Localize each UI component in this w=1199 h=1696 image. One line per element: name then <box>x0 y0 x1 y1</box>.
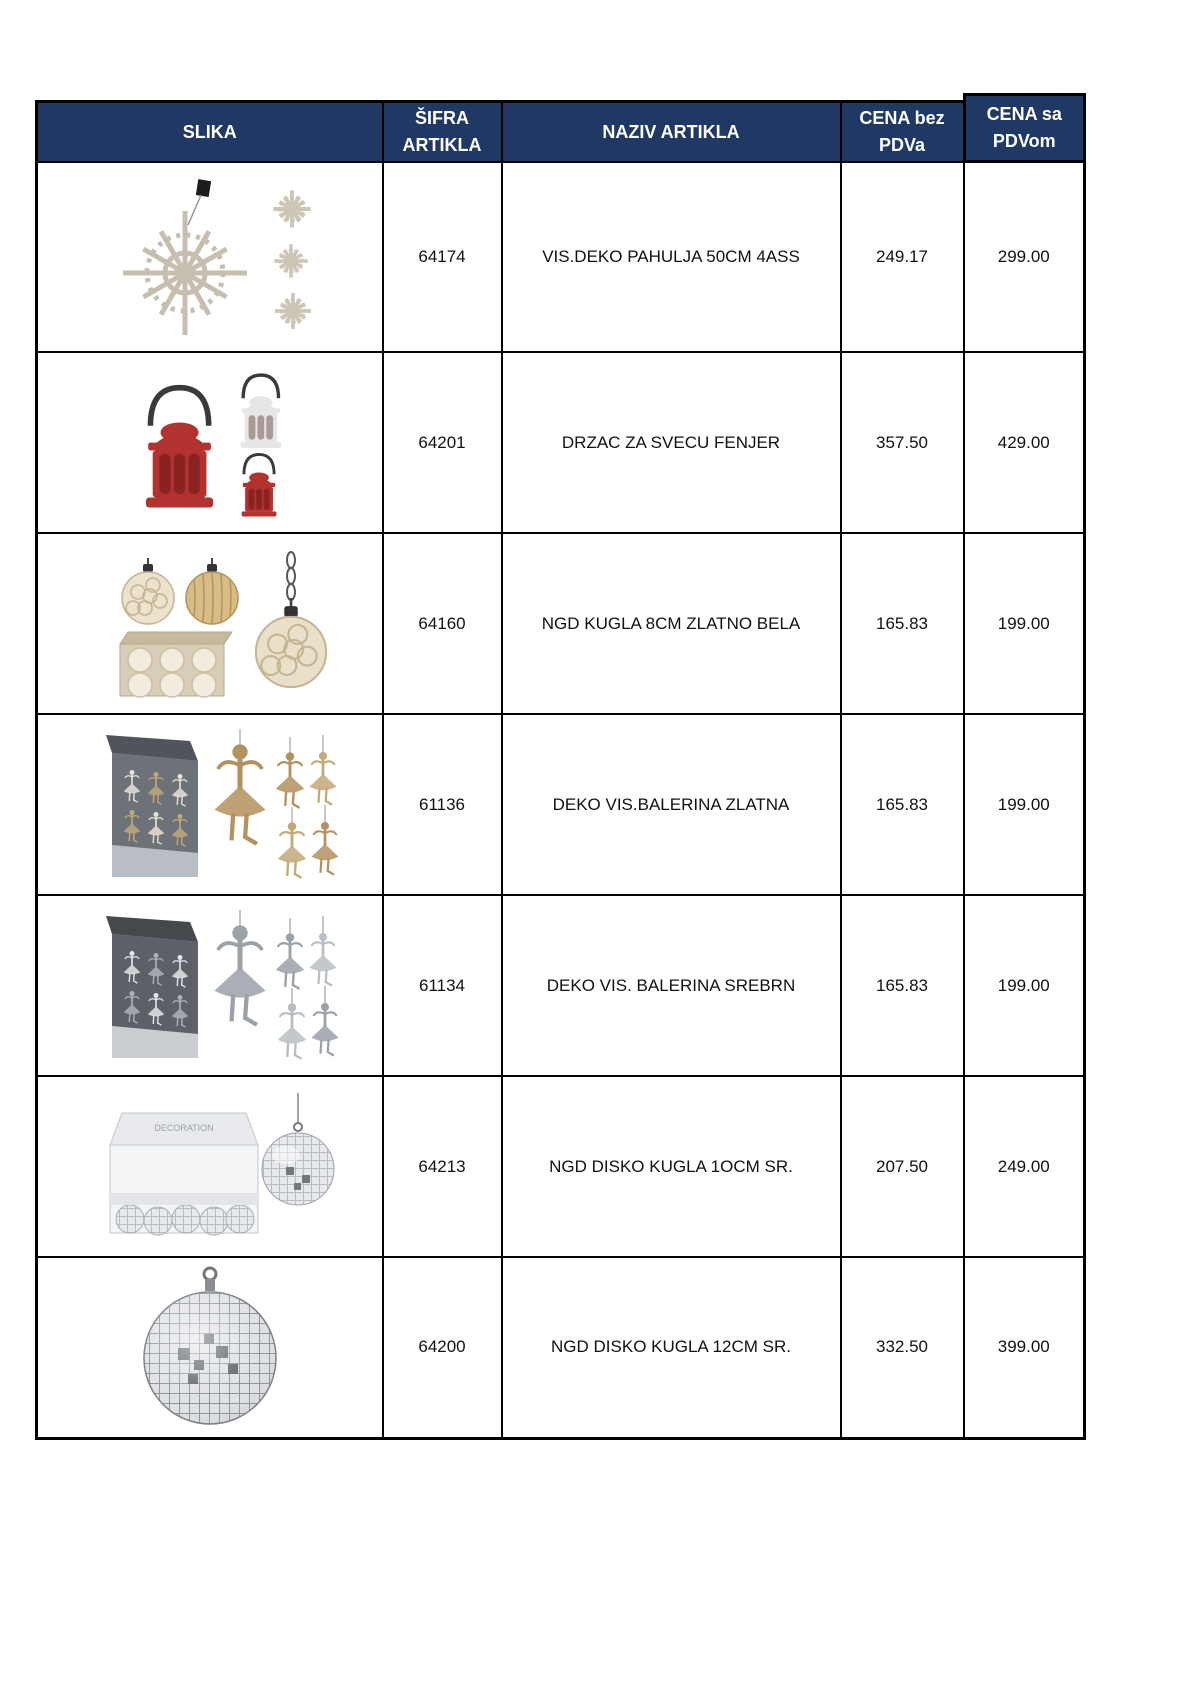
price-gross-cell: 429.00 <box>964 352 1085 533</box>
article-name-cell: NGD KUGLA 8CM ZLATNO BELA <box>502 533 841 714</box>
table-row <box>37 1257 1085 1438</box>
article-code-cell: 61134 <box>383 895 502 1076</box>
product-image-cell <box>37 895 383 1076</box>
price-gross-cell: 199.00 <box>964 895 1085 1076</box>
snowflake-ornaments-image <box>85 179 335 335</box>
article-name-cell: DEKO VIS.BALERINA ZLATNA <box>502 714 841 895</box>
product-image-cell <box>37 1076 383 1257</box>
price-net-cell: 165.83 <box>841 714 964 895</box>
header-cena-bez-pdva: CENA bez PDVa <box>841 102 964 163</box>
price-net-cell: 165.83 <box>841 895 964 1076</box>
price-net-cell: 332.50 <box>841 1257 964 1438</box>
product-image-cell <box>37 352 383 533</box>
article-name-cell: VIS.DEKO PAHULJA 50CM 4ASS <box>502 162 841 352</box>
table-row <box>37 714 1085 895</box>
article-name-cell: DEKO VIS. BALERINA SREBRN <box>502 895 841 1076</box>
article-name-cell: DRZAC ZA SVECU FENJER <box>502 352 841 533</box>
price-gross-cell: 249.00 <box>964 1076 1085 1257</box>
header-cena-sa-pdvom-label: CENA sa PDVom <box>963 93 1087 163</box>
price-gross-cell: 299.00 <box>964 162 1085 352</box>
article-code-cell: 64174 <box>383 162 502 352</box>
price-net-cell: 207.50 <box>841 1076 964 1257</box>
table-row <box>37 162 1085 352</box>
product-image-cell <box>37 1257 383 1438</box>
article-name-cell: NGD DISKO KUGLA 1OCM SR. <box>502 1076 841 1257</box>
disco-ball-box-image <box>80 1089 340 1245</box>
table-header <box>37 102 1085 163</box>
article-code-cell: 64201 <box>383 352 502 533</box>
header-sifra-artikla: ŠIFRA ARTIKLA <box>383 102 502 163</box>
price-net-cell: 357.50 <box>841 352 964 533</box>
price-gross-cell: 199.00 <box>964 533 1085 714</box>
table-row <box>37 533 1085 714</box>
product-image-cell <box>37 714 383 895</box>
header-naziv-artikla: NAZIV ARTIKLA <box>502 102 841 163</box>
candle-lanterns-image <box>85 365 335 521</box>
gold-ballerinas-image <box>80 727 340 883</box>
product-price-table <box>35 100 1086 1440</box>
table-row <box>37 352 1085 533</box>
large-disco-ball-image <box>110 1264 310 1430</box>
table-row <box>37 1076 1085 1257</box>
table-row <box>37 895 1085 1076</box>
header-slika: SLIKA <box>37 102 383 163</box>
baubles-image <box>80 546 340 702</box>
price-net-cell: 249.17 <box>841 162 964 352</box>
product-table-body <box>37 162 1085 1438</box>
article-code-cell: 61136 <box>383 714 502 895</box>
price-gross-cell: 399.00 <box>964 1257 1085 1438</box>
price-net-cell: 165.83 <box>841 533 964 714</box>
box-label: DECORATION <box>154 1122 214 1133</box>
silver-ballerinas-image <box>80 908 340 1064</box>
product-image-cell <box>37 162 383 352</box>
product-image-cell <box>37 533 383 714</box>
price-gross-cell: 199.00 <box>964 714 1085 895</box>
article-code-cell: 64160 <box>383 533 502 714</box>
article-name-cell: NGD DISKO KUGLA 12CM SR. <box>502 1257 841 1438</box>
article-code-cell: 64213 <box>383 1076 502 1257</box>
article-code-cell: 64200 <box>383 1257 502 1438</box>
header-cena-sa-pdvom <box>964 102 1085 163</box>
